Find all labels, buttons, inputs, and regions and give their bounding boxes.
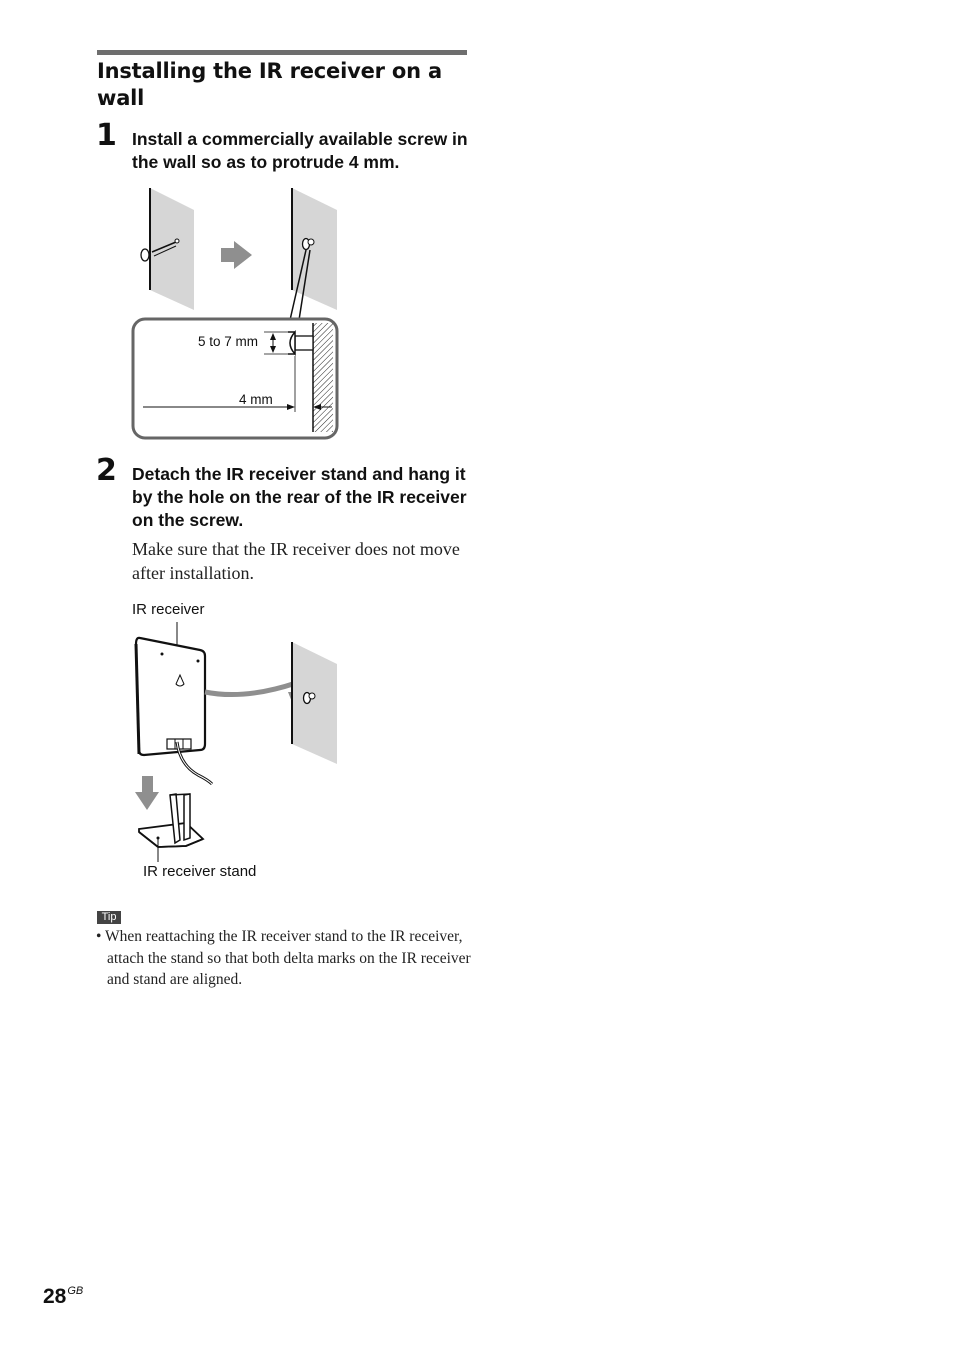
hang-arrow-icon bbox=[205, 683, 296, 695]
down-arrow-icon bbox=[135, 776, 159, 810]
page-number bbox=[43, 1285, 82, 1312]
step-1-instruction: Install a commercially available screw in the wall so as to protrude 4 mm. bbox=[132, 129, 468, 172]
section-heading: Installing the IR receiver on a wall bbox=[97, 59, 442, 110]
page-number-value: 28 bbox=[43, 1285, 67, 1308]
step-2-number: 2 bbox=[96, 453, 117, 488]
step-1-number: 1 bbox=[96, 118, 117, 153]
dimension-head-label: 5 to 7 mm bbox=[198, 334, 259, 349]
ir-receiver-label: IR receiver bbox=[132, 601, 205, 618]
ir-receiver-icon bbox=[136, 638, 205, 755]
tip-text: • When reattaching the IR receiver stand to the IR receiver, attach the stand so that both delta marks on the IR receiver and stand are aligned. bbox=[96, 928, 471, 988]
step-2-note: Make sure that the IR receiver does not move after installation. bbox=[132, 539, 460, 583]
dimension-protrusion-label: 4 mm bbox=[239, 392, 273, 407]
wall-panel bbox=[292, 642, 337, 764]
step-2-instruction: Detach the IR receiver stand and hang it by the hole on the rear of the IR receiver on the screw. bbox=[132, 464, 467, 530]
ir-receiver-stand-label: IR receiver stand bbox=[143, 863, 257, 880]
tip-badge: Tip bbox=[97, 911, 121, 924]
page-region: GB bbox=[67, 1285, 84, 1297]
